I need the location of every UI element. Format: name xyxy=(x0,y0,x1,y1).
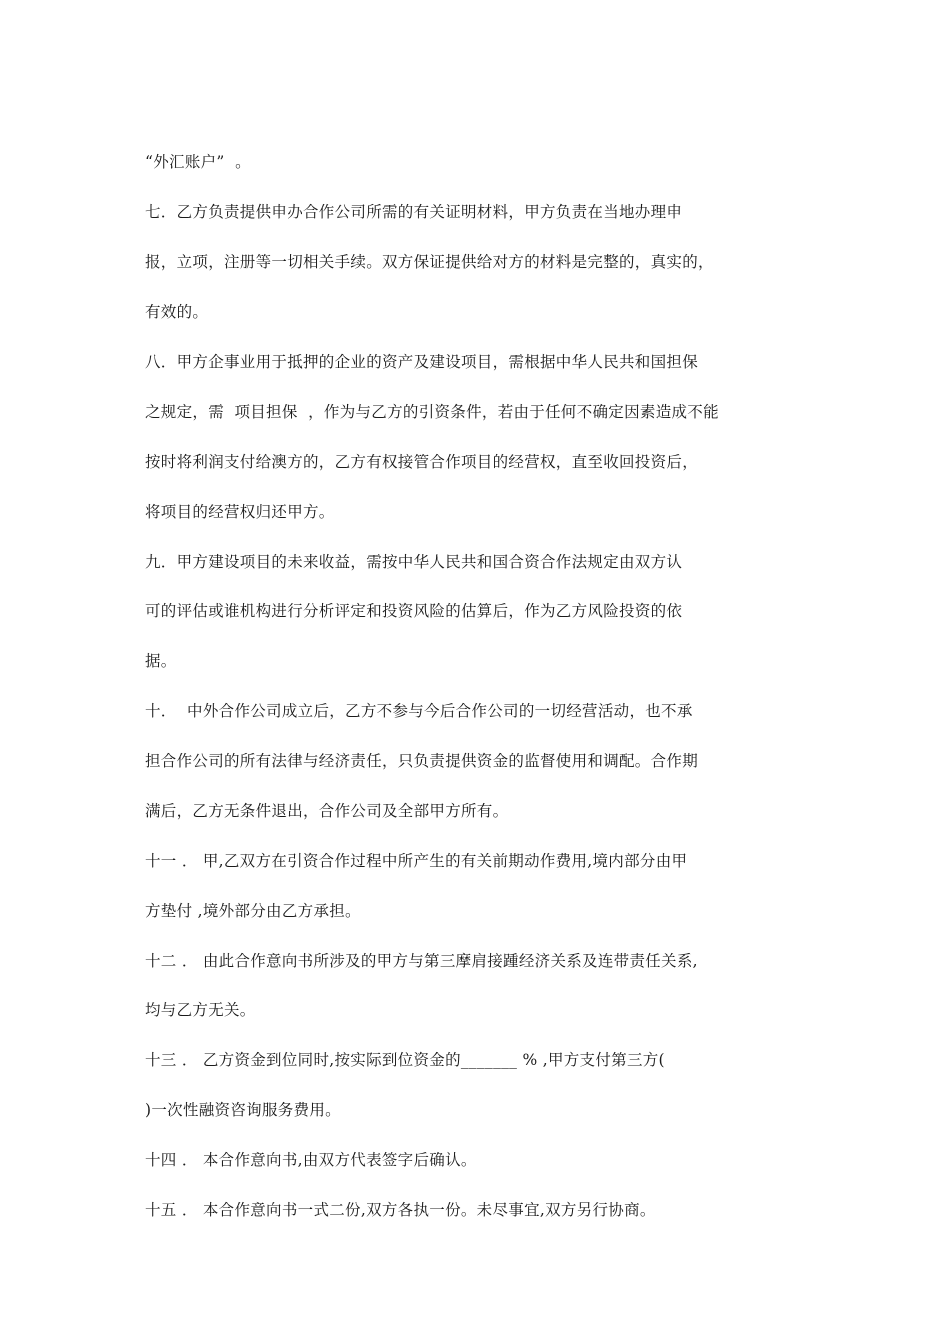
text-line: 满后，乙方无条件退出，合作公司及全部甲方所有。 xyxy=(145,802,509,820)
text-line: 据。 xyxy=(145,652,177,670)
text-line: 将项目的经营权归还甲方。 xyxy=(145,503,335,521)
text-line: 担合作公司的所有法律与经济责任，只负责提供资金的监督使用和调配。合作期 xyxy=(145,752,699,770)
text-line: 十二 ． 由此合作意向书所涉及的甲方与第三摩肩接踵经济关系及连带责任关系, xyxy=(145,952,698,970)
text-line: )一次性融资咨询服务费用。 xyxy=(145,1101,341,1119)
text-line: 按时将利润支付给澳方的，乙方有权接管合作项目的经营权，直至收回投资后， xyxy=(145,453,699,471)
text-line: 方垫付 ,境外部分由乙方承担。 xyxy=(145,902,361,920)
text-line: 报，立项，注册等一切相关手续。双方保证提供给对方的材料是完整的，真实的， xyxy=(145,253,714,271)
text-line: 十三 ． 乙方资金到位同时,按实际到位资金的_______ % ,甲方支付第三方( xyxy=(145,1051,665,1069)
text-line: 之规定，需 项目担保 ，作为与乙方的引资条件，若由于任何不确定因素造成不能 xyxy=(145,403,719,421)
text-line: 有效的。 xyxy=(145,303,209,321)
text-line: 八．甲方企事业用于抵押的企业的资产及建设项目，需根据中华人民共和国担保 xyxy=(145,353,699,371)
text-line: “外汇账户” 。 xyxy=(145,153,251,171)
text-line: 七．乙方负责提供申办合作公司所需的有关证明材料，甲方负责在当地办理申 xyxy=(145,203,683,221)
text-line: 十． 中外合作公司成立后，乙方不参与今后合作公司的一切经营活动，也不承 xyxy=(145,702,693,720)
text-line: 十四 ． 本合作意向书,由双方代表签字后确认。 xyxy=(145,1151,477,1169)
text-line: 十一 ． 甲,乙双方在引资合作过程中所产生的有关前期动作费用,境内部分由甲 xyxy=(145,852,688,870)
text-line: 可的评估或谁机构进行分析评定和投资风险的估算后，作为乙方风险投资的依 xyxy=(145,602,683,620)
text-line: 十五 ． 本合作意向书一式二份,双方各执一份。未尽事宜,双方另行协商。 xyxy=(145,1201,656,1219)
text-line: 九．甲方建设项目的未来收益，需按中华人民共和国合资合作法规定由双方认 xyxy=(145,553,683,571)
text-line: 均与乙方无关。 xyxy=(145,1001,256,1019)
